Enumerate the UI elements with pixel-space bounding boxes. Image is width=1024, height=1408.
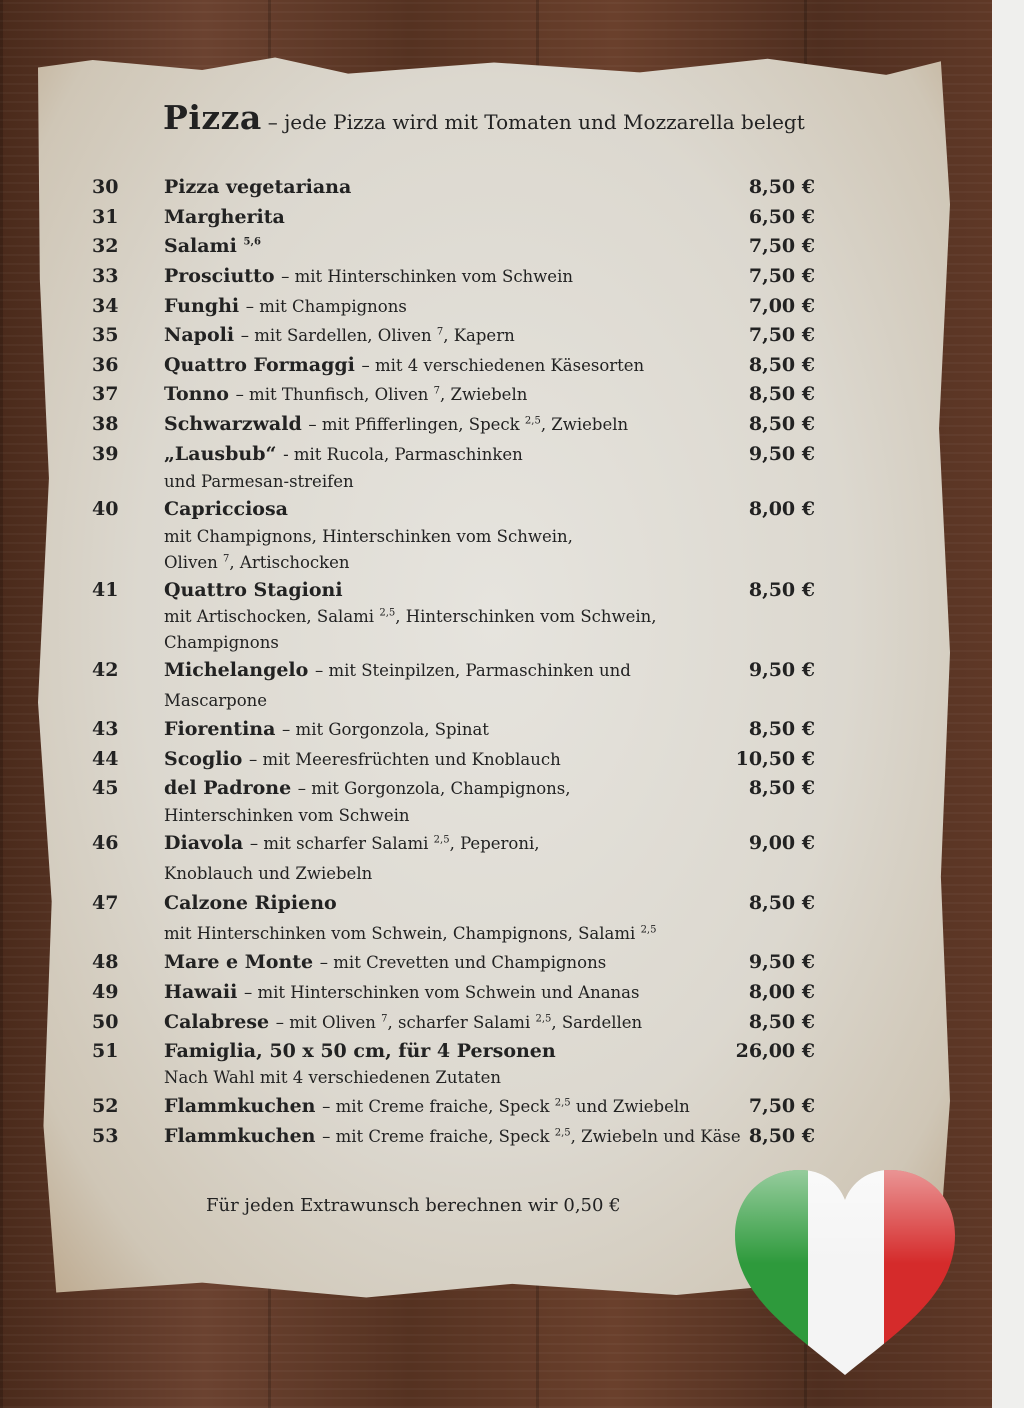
item-price: 7,50 €	[748, 324, 815, 346]
menu-item-50	[0, 1011, 1024, 1041]
item-price: 8,50 €	[748, 579, 815, 601]
item-number: 47	[92, 892, 119, 914]
item-price: 9,50 €	[748, 951, 815, 973]
menu-item-34	[0, 295, 1024, 325]
item-name: Quattro Formaggi – mit 4 verschiedenen Käsesorten	[164, 354, 645, 376]
item-name: Diavola – mit scharfer Salami $^{2,5}$, Peperoni,	[164, 832, 540, 854]
item-price: 8,00 €	[748, 498, 815, 520]
item-description: – mit Meeresfrüchten und Knoblauch	[248, 750, 561, 769]
item-number: 37	[92, 383, 119, 405]
item-number: 30	[92, 176, 119, 198]
menu-item-51	[0, 1040, 1024, 1070]
menu-item-33	[0, 265, 1024, 295]
item-name: Flammkuchen – mit Creme fraiche, Speck $^{2,5}$ und Zwiebeln	[164, 1095, 690, 1117]
menu-item-46	[0, 832, 1024, 862]
item-number: 38	[92, 413, 119, 435]
item-number: 46	[92, 832, 119, 854]
item-number: 34	[92, 295, 119, 317]
menu-item-37	[0, 383, 1024, 413]
item-number: 45	[92, 777, 119, 799]
item-price: 8,50 €	[748, 413, 815, 435]
menu-item-46-cont	[0, 864, 1024, 894]
item-price: 8,50 €	[748, 718, 815, 740]
item-name: Calabrese – mit Oliven $^7$, scharfer Salami $^{2,5}$, Sardellen	[164, 1011, 643, 1033]
item-description-continued: mit Hinterschinken vom Schwein, Champignons, Salami $^{2,5}$	[164, 924, 657, 943]
item-name: Scoglio – mit Meeresfrüchten und Knoblauch	[164, 748, 561, 770]
menu-item-42-cont	[0, 691, 1024, 721]
item-name: Salami $^{5,6}$	[164, 235, 261, 257]
menu-item-41	[0, 579, 1024, 609]
menu-item-39	[0, 443, 1024, 473]
item-price: 10,50 €	[735, 748, 815, 770]
item-name: Prosciutto – mit Hinterschinken vom Schwein	[164, 265, 573, 287]
title-subtitle: – jede Pizza wird mit Tomaten und Mozzarella belegt	[267, 110, 805, 134]
item-price: 8,50 €	[748, 354, 815, 376]
item-description: – mit Pfifferlingen, Speck $^{2,5}$, Zwiebeln	[308, 415, 629, 434]
item-price: 7,00 €	[748, 295, 815, 317]
item-price: 7,50 €	[748, 1095, 815, 1117]
item-number: 39	[92, 443, 119, 465]
menu-item-30	[0, 176, 1024, 206]
item-description-continued: Oliven $^7$, Artischocken	[164, 553, 350, 572]
item-price: 9,00 €	[748, 832, 815, 854]
item-price: 26,00 €	[735, 1040, 815, 1062]
item-description-continued: und Parmesan-streifen	[164, 472, 354, 491]
menu-item-48	[0, 951, 1024, 981]
item-description-continued: Hinterschinken vom Schwein	[164, 806, 410, 825]
item-number: 36	[92, 354, 119, 376]
item-description: – mit Oliven $^7$, scharfer Salami $^{2,5}$, Sardellen	[275, 1013, 643, 1032]
menu-item-47-cont	[0, 924, 1024, 954]
item-number: 48	[92, 951, 119, 973]
item-description: – mit 4 verschiedenen Käsesorten	[361, 356, 645, 375]
item-name: Flammkuchen – mit Creme fraiche, Speck $^{2,5}$, Zwiebeln und Käse	[164, 1125, 741, 1147]
item-name: Hawaii – mit Hinterschinken vom Schwein und Ananas	[164, 981, 640, 1003]
item-description: – mit Creme fraiche, Speck $^{2,5}$ und Zwiebeln	[322, 1097, 690, 1116]
item-price: 8,50 €	[748, 892, 815, 914]
italian-flag-heart-icon	[730, 1160, 960, 1390]
item-number: 53	[92, 1125, 119, 1147]
item-number: 35	[92, 324, 119, 346]
menu-item-45	[0, 777, 1024, 807]
menu-item-35	[0, 324, 1024, 354]
item-price: 8,50 €	[748, 176, 815, 198]
item-description-continued: Mascarpone	[164, 691, 268, 710]
item-name: Pizza vegetariana	[164, 176, 352, 198]
item-number: 31	[92, 206, 119, 228]
item-name: „Lausbub“ - mit Rucola, Parmaschinken	[164, 443, 523, 465]
item-name: Quattro Stagioni	[164, 579, 343, 601]
menu-item-38	[0, 413, 1024, 443]
item-description: – mit Sardellen, Oliven $^7$, Kapern	[240, 326, 515, 345]
item-description: - mit Rucola, Parmaschinken	[283, 445, 523, 464]
item-number: 41	[92, 579, 119, 601]
item-name: del Padrone – mit Gorgonzola, Champignons,	[164, 777, 571, 799]
item-description: – mit Crevetten und Champignons	[319, 953, 607, 972]
item-price: 7,50 €	[748, 235, 815, 257]
item-description: – mit Creme fraiche, Speck $^{2,5}$, Zwiebeln und Käse	[322, 1127, 741, 1146]
item-name: Michelangelo – mit Steinpilzen, Parmaschinken und	[164, 659, 631, 681]
item-price: 7,50 €	[748, 265, 815, 287]
item-name: Tonno – mit Thunfisch, Oliven $^7$, Zwiebeln	[164, 383, 528, 405]
menu-item-51-cont	[0, 1068, 1024, 1098]
menu-item-49	[0, 981, 1024, 1011]
menu-item-53	[0, 1125, 1024, 1155]
item-number: 40	[92, 498, 119, 520]
item-description: – mit scharfer Salami $^{2,5}$, Peperoni,	[249, 834, 540, 853]
menu-item-43	[0, 718, 1024, 748]
item-description: – mit Steinpilzen, Parmaschinken und	[314, 661, 631, 680]
menu-item-31	[0, 206, 1024, 236]
item-description-continued: Nach Wahl mit 4 verschiedenen Zutaten	[164, 1068, 501, 1087]
item-price: 8,00 €	[748, 981, 815, 1003]
item-price: 9,50 €	[748, 443, 815, 465]
item-number: 33	[92, 265, 119, 287]
item-number: 32	[92, 235, 119, 257]
item-price: 8,50 €	[748, 1125, 815, 1147]
item-name: Mare e Monte – mit Crevetten und Champignons	[164, 951, 607, 973]
item-price: 8,50 €	[748, 1011, 815, 1033]
item-name: Famiglia, 50 x 50 cm, für 4 Personen	[164, 1040, 556, 1062]
item-description: – mit Hinterschinken vom Schwein	[281, 267, 573, 286]
item-name: Fiorentina – mit Gorgonzola, Spinat	[164, 718, 489, 740]
menu-item-42	[0, 659, 1024, 689]
item-price: 8,50 €	[748, 383, 815, 405]
allergen-sup: 5,6	[243, 236, 261, 248]
item-name: Margherita	[164, 206, 285, 228]
menu-item-32	[0, 235, 1024, 265]
item-number: 50	[92, 1011, 119, 1033]
item-number: 49	[92, 981, 119, 1003]
item-name: Capricciosa	[164, 498, 288, 520]
item-description-continued: mit Champignons, Hinterschinken vom Schwein,	[164, 527, 573, 546]
title-main: Pizza	[163, 98, 262, 137]
item-description: – mit Gorgonzola, Champignons,	[297, 779, 571, 798]
item-description: – mit Champignons	[245, 297, 407, 316]
item-price: 8,50 €	[748, 777, 815, 799]
menu-title	[163, 98, 805, 137]
item-description-continued: Knoblauch und Zwiebeln	[164, 864, 373, 883]
item-description-continued: Champignons	[164, 633, 279, 652]
menu-item-40	[0, 498, 1024, 528]
item-name: Funghi – mit Champignons	[164, 295, 407, 317]
item-number: 44	[92, 748, 119, 770]
item-name: Calzone Ripieno	[164, 892, 337, 914]
item-price: 9,50 €	[748, 659, 815, 681]
item-description-continued: mit Artischocken, Salami $^{2,5}$, Hinterschinken vom Schwein,	[164, 607, 657, 626]
menu-item-47	[0, 892, 1024, 922]
menu-item-44	[0, 748, 1024, 778]
menu-item-52	[0, 1095, 1024, 1125]
item-description: – mit Thunfisch, Oliven $^7$, Zwiebeln	[235, 385, 528, 404]
item-name: Schwarzwald – mit Pfifferlingen, Speck $^{2,5}$, Zwiebeln	[164, 413, 629, 435]
item-description: – mit Gorgonzola, Spinat	[282, 720, 489, 739]
item-number: 42	[92, 659, 119, 681]
item-number: 51	[92, 1040, 119, 1062]
item-name: Napoli – mit Sardellen, Oliven $^7$, Kapern	[164, 324, 515, 346]
item-price: 6,50 €	[748, 206, 815, 228]
item-number: 52	[92, 1095, 119, 1117]
item-number: 43	[92, 718, 119, 740]
item-description: – mit Hinterschinken vom Schwein und Ananas	[244, 983, 640, 1002]
menu-item-36	[0, 354, 1024, 384]
extra-wish-note: Für jeden Extrawunsch berechnen wir 0,50 €	[206, 1195, 621, 1216]
